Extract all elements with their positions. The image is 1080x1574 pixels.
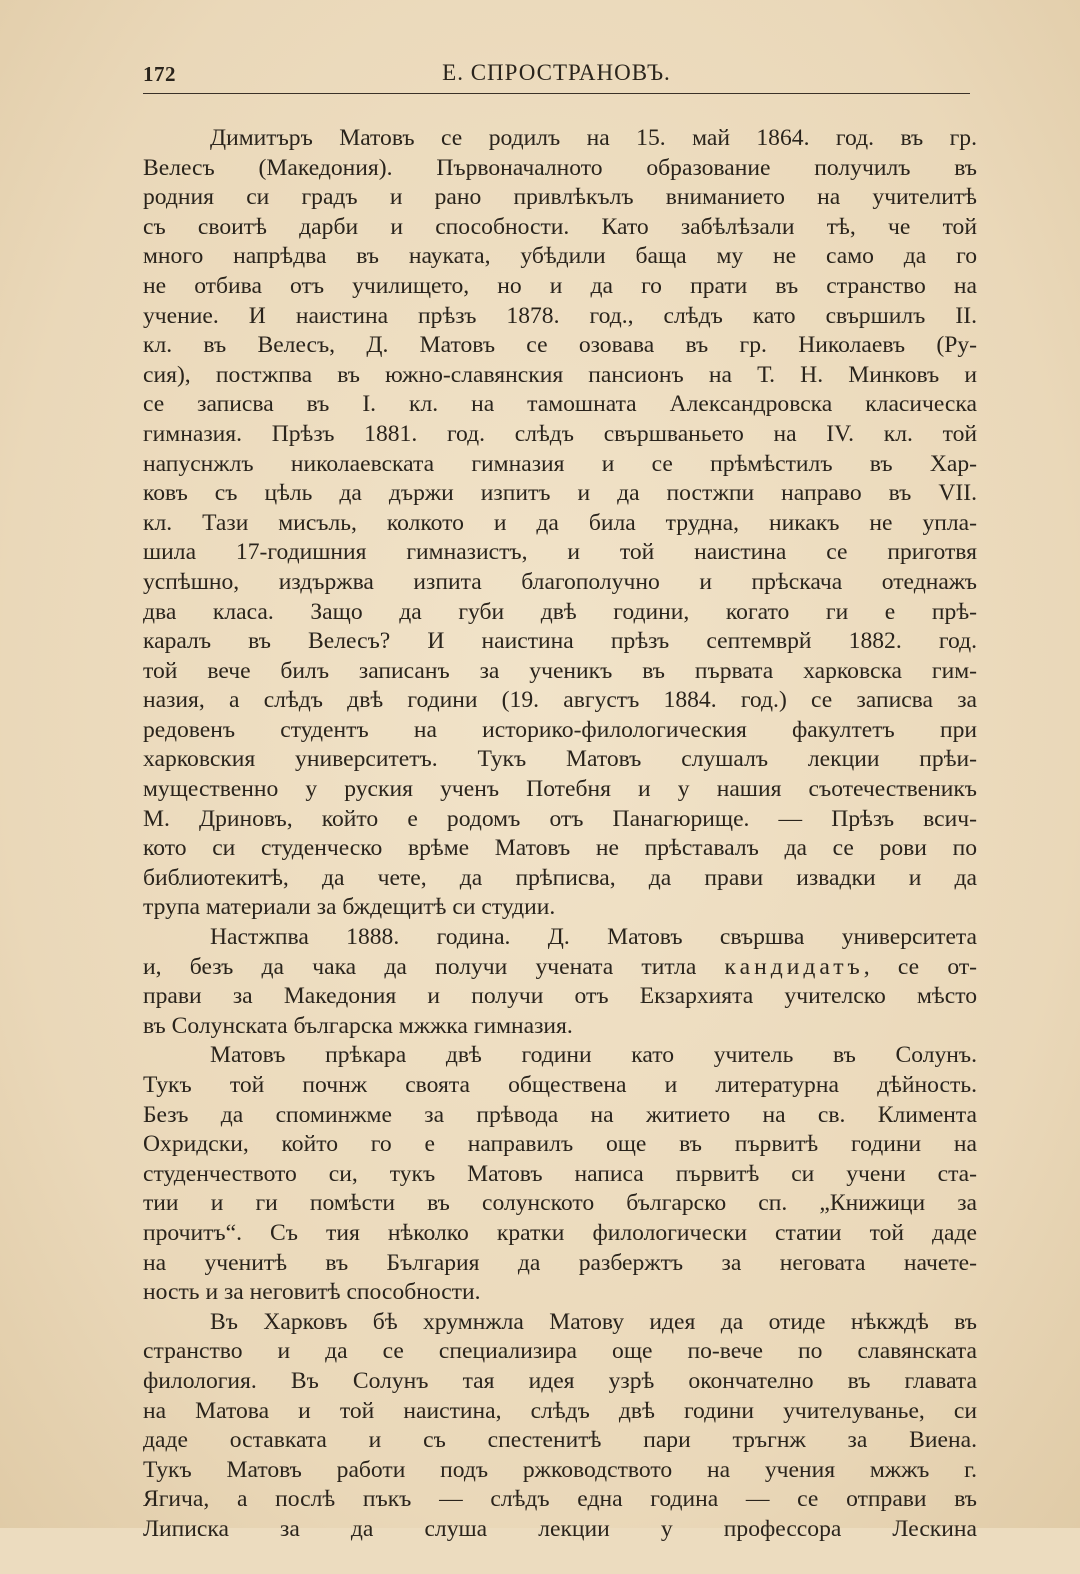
text-line: родния си градъ и рано привлѣкълъ вниманието на учителитѣ	[143, 183, 977, 213]
text-line: Охридски, който го е направилъ още въ първитѣ години на	[143, 1130, 977, 1160]
text-line: даде оставката и съ спестенитѣ пари тръгнж за Виена.	[143, 1426, 977, 1456]
text-line: назия, а слѣдъ двѣ години (19. августъ 1884. год.) се записва за	[143, 686, 977, 716]
text-line: сия), постжпва въ южно-славянския пансионъ на Т. Н. Минковъ и	[143, 361, 977, 391]
page-number: 172	[143, 62, 176, 87]
page-header	[143, 60, 970, 96]
text-line: филология. Въ Солунъ тая идея узрѣ окончателно въ главата	[143, 1367, 977, 1397]
running-title: Е. СПРОСТРАНОВЪ.	[143, 60, 970, 86]
text-line: библиотекитѣ, да чете, да прѣписва, да прави извадки и да	[143, 864, 977, 894]
text-line	[143, 1545, 977, 1574]
text-line: странство и да се специализира още по-вече по славянската	[143, 1337, 977, 1367]
text-line: ность и за неговитѣ способности.	[143, 1278, 977, 1308]
text-line: не отбива отъ училището, но и да го прати въ странство на	[143, 272, 977, 302]
body-text	[143, 124, 977, 1574]
text-line: въ Солунската българска мжжка гимназия.	[143, 1012, 977, 1042]
text-line: Димитъръ Матовъ се родилъ на 15. май 1864. год. въ гр.	[143, 124, 977, 154]
text-line: Велесъ (Македония). Първоначалното образование получилъ въ	[143, 154, 977, 184]
text-line: съ своитѣ дарби и способности. Като забѣлѣзали тѣ, че той	[143, 213, 977, 243]
text-line: Настжпва 1888. година. Д. Матовъ свършва университета	[143, 923, 977, 953]
text-line: много напрѣдва въ науката, убѣдили баща му не само да го	[143, 242, 977, 272]
text-line: напуснжлъ николаевската гимназия и се прѣмѣстилъ въ Хар-	[143, 450, 977, 480]
text-line: Липиска за да слуша лекции у профессора Лескина	[143, 1515, 977, 1545]
text-line: прави за Македония и получи отъ Екзархията учителско мѣсто	[143, 982, 977, 1012]
header-rule	[143, 93, 970, 94]
text-line: харковския университетъ. Тукъ Матовъ слушалъ лекции прѣи-	[143, 745, 977, 775]
text-line: на ученитѣ въ България да разбержтъ за неговата начете-	[143, 1249, 977, 1279]
text-line: и, безъ да чака да получи учената титла кандидатъ, се от-	[143, 953, 977, 983]
text-line: два класа. Защо да губи двѣ години, когато ги е прѣ-	[143, 598, 977, 628]
text-line: прочитъ“. Съ тия нѣколко кратки филологически статии той даде	[143, 1219, 977, 1249]
text-line: М. Дриновъ, който е родомъ отъ Панагюрище. — Прѣзъ всич-	[143, 805, 977, 835]
text-line: на Матова и той наистина, слѣдъ двѣ години учителуванье, си	[143, 1397, 977, 1427]
text-line: студенчеството си, тукъ Матовъ написа първитѣ си учени ста-	[143, 1160, 977, 1190]
text-line: гимназия. Прѣзъ 1881. год. слѣдъ свършваньето на IV. кл. той	[143, 420, 977, 450]
text-line: Безъ да споминжме за прѣвода на житието на св. Климента	[143, 1101, 977, 1131]
text-line: тии и ги помѣсти въ солунското българско сп. „Книжици за	[143, 1189, 977, 1219]
text-line: редовенъ студентъ на историко-филологическия факултетъ при	[143, 716, 977, 746]
text-line: Тукъ Матовъ работи подъ ржководството на учения мжжъ г.	[143, 1456, 977, 1486]
text-line: кото си студенческо врѣме Матовъ не прѣставалъ да се рови по	[143, 834, 977, 864]
text-line: кл. въ Велесъ, Д. Матовъ се озовава въ гр. Николаевъ (Ру-	[143, 331, 977, 361]
text-line: Тукъ той почнж своята обществена и литературна дѣйность.	[143, 1071, 977, 1101]
text-line: мущественно у руския ученъ Потебня и у нашия съотечественикъ	[143, 775, 977, 805]
text-line: Матовъ прѣкара двѣ години като учитель въ Солунъ.	[143, 1041, 977, 1071]
text-line: Ягича, а послѣ пъкъ — слѣдъ една година — се отправи въ	[143, 1485, 977, 1515]
text-line: ковъ съ цѣль да държи изпитъ и да постжпи направо въ VII.	[143, 479, 977, 509]
text-line: се записва въ I. кл. на тамошната Александровска класическа	[143, 390, 977, 420]
text-line: трупа материали за бждещитѣ си студии.	[143, 893, 977, 923]
text-line: той вече билъ записанъ за ученикъ въ първата харковска гим-	[143, 657, 977, 687]
text-line: успѣшно, издържва изпита благополучно и прѣскача отеднажъ	[143, 568, 977, 598]
emphasized-word: кандидатъ	[725, 954, 864, 980]
text-line: учение. И наистина прѣзъ 1878. год., слѣдъ като свършилъ II.	[143, 302, 977, 332]
text-line: каралъ въ Велесъ? И наистина прѣзъ септемврй 1882. год.	[143, 627, 977, 657]
text-line: шила 17-годишния гимназистъ, и той наистина се приготвя	[143, 538, 977, 568]
text-line: Въ Харковъ бѣ хрумнжла Матову идея да отиде нѣкждѣ въ	[143, 1308, 977, 1338]
text-line: кл. Тази мисъль, колкото и да била трудна, никакъ не упла-	[143, 509, 977, 539]
